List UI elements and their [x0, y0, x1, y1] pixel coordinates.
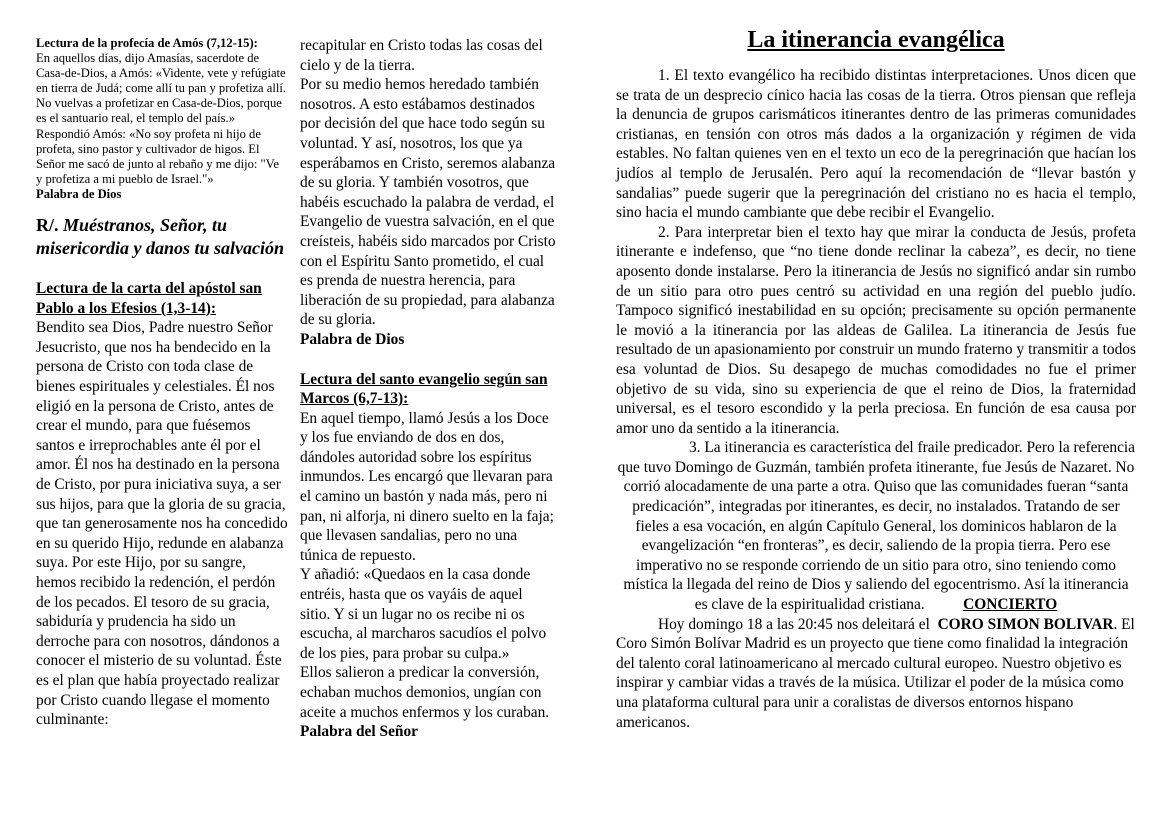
- amos-text: En aquellos días, dijo Amasías, sacerdote de Casa-de-Dios, a Amós: «Vidente, vete y refúgiate en tierra de Judá; come allí tu pan y profetiza allí. No vuelvas a profetizar en Casa-de-Dios, porque es el santuario real, el templo del país.»: [36, 51, 287, 126]
- amos-text-2: Respondió Amós: «No soy profeta ni hijo de profeta, sino pastor y cultivador de higos. El Señor me sacó de junto al rebaño y me dijo: "Ve y profetiza a mi pueblo de Israel."»: [36, 126, 279, 186]
- efesios-end: Palabra de Dios: [300, 330, 405, 348]
- efesios-title: Lectura de la carta del apóstol san Pablo a los Efesios (1,3-14):: [36, 280, 262, 317]
- marcos-text: En aquel tiempo, llamó Jesús a los Doce y los fue enviando de dos en dos, dándoles autoridad sobre los espíritus inmundos. Les encargó que llevaran para el camino un bastón y nada más, pero ni pan, ni alforja, ni dinero suelto en la faja; que llevasen sandalias, pero no una túnica de repuesto.: [300, 409, 554, 564]
- column-readings-2: [300, 36, 556, 742]
- psalm-text: Muéstranos, Señor, tu misericordia y danos tu salvación: [36, 215, 285, 258]
- psalm-r: R/.: [36, 215, 59, 236]
- coro-name: CORO SIMON BOLIVAR: [937, 615, 1114, 633]
- commentary-paragraph-1: 1. El texto evangélico ha recibido distintas interpretaciones. Unos dicen que se trata de un desprecio cínico hacia las cosas de la tierra. Otros piensan que refleja la denuncia de grupos carismáticos itinerantes dentro de las primeras comunidades cristianas, en tensión con otros más dados a la organización y régimen de vida estables. No faltan quienes ven en el texto un eco de la peregrinación que hacían los judíos al templo de Jerusalén. Pero aquí la recomendación de “llevar bastón y sandalias” puede sugerir que la peregrinación del cristiano no es hacia el templo, sino hacia el mundo cambiante que debe recibir el Evangelio.: [616, 67, 1136, 222]
- marcos-text-3: Ellos salieron a predicar la conversión, echaban muchos demonios, ungían con aceite a muchos enfermos y los curaban.: [300, 664, 550, 721]
- marcos-end: Palabra del Señor: [300, 723, 418, 741]
- marcos-title: Lectura del santo evangelio según san Marcos (6,7-13):: [300, 370, 548, 408]
- column-readings-1: [36, 36, 288, 730]
- page-title: La itinerancia evangélica: [747, 27, 1005, 53]
- marcos-text-2: Y añadió: «Quedaos en la casa donde entréis, hasta que os vayáis de aquel sitio. Y si un lugar no os recibe ni os escucha, al marcharos sacudíos el polvo de los pies, para probar su culpa.»: [300, 566, 547, 662]
- amos-reading: [36, 36, 288, 202]
- efesios-continued-2: Por su medio hemos heredado también nosotros. A esto estábamos destinados por decisión del que hace todo según su voluntad. Y así, nosotros, los que ya esperábamos en Cristo, seremos alabanza de su gloria. Y también vosotros, que habéis escuchado la palabra de verdad, el Evangelio de vuestra salvación, en el que creísteis, habéis sido marcados por Cristo con el Espíritu Santo prometido, el cual es prenda de nuestra herencia, para liberación de su propiedad, para alabanza de su gloria.: [300, 76, 556, 329]
- column-commentary: [616, 26, 1136, 732]
- commentary-paragraph-3-text: 3. La itinerancia es característica del fraile predicador. Pero la referencia que tuvo Domingo de Guzmán, también profeta itinerante, fue Jesús de Nazaret. No corrió alocadamente de una parte a otra. Quiso que las comunidades fueran “santa predicación”, integradas por itinerantes, es decir, no instalados. Tratando de ser fieles a esa vocación, en algún Capítulo General, los dominicos hablaron de la evangelización “en fronteras”, es decir, saliendo de la propia tierra. Pero ese imperativo no se responde corriendo de un sitio para otro, sino teniendo como mística la llegada del reino de Dios y saliendo del egocentrismo. Así la itinerancia es clave de la espiritualidad cristiana.: [617, 439, 1136, 614]
- amos-title: Lectura de la profecía de Amós (7,12-15):: [36, 36, 258, 50]
- concert-text: . El Coro Simón Bolívar Madrid es un proyecto que tiene como finalidad la integración del talento coral latinoamericano al mercado cultural europeo. Nuestro objetivo es inspirar y cambiar vidas a través de la música. Utilizar el poder de la música como una plataforma cultural para unir a coralistas de diversos entornos hispano americanos.: [616, 615, 1135, 731]
- amos-end: Palabra de Dios: [36, 186, 122, 201]
- concert-intro: Hoy domingo 18 a las 20:45 nos deleitará el: [658, 615, 930, 633]
- commentary-paragraph-2: 2. Para interpretar bien el texto hay que mirar la conducta de Jesús, profeta itinerante e indefenso, que “no tiene donde reclinar la cabeza”, es decir, no tiene aposento donde instalarse. Pero la itinerancia de Jesús no significó andar sin rumbo de un sitio para otro pues centró su actividad en una región del pueblo judío. Tampoco significó inestabilidad en su opción; precisamente su opción permanente le movió a la itinerancia por las aldeas de Galilea. La itinerancia de Jesús fue resultado de un apasionamiento por construir un mundo fraterno y transmitir a todos esa voluntad de Dios. Su desapego de muchas comodidades no fue el primer objetivo de su vida, sino su experiencia de que el reino de Dios, la fraternidad universal, es el tesoro escondido y la perla preciosa. En función de esa causa por amor uno da sentido a la itinerancia.: [616, 223, 1136, 437]
- efesios-text: Bendito sea Dios, Padre nuestro Señor Jesucristo, que nos ha bendecido en la persona de Cristo con toda clase de bienes espirituales y celestiales. Él nos eligió en la persona de Cristo, antes de crear el mundo, para que fuésemos santos e irreprochables ante él por el amor. Él nos ha destinado en la persona de Cristo, por pura iniciativa suya, a ser sus hijos, para que la gloria de su gracia, que tan generosamente nos ha concedido en su querido Hijo, redunde en alabanza suya. Por este Hijo, por su sangre, hemos recibido la redención, el perdón de los pecados. El tesoro de su gracia, sabiduría y prudencia ha sido un derroche para con nosotros, dándonos a conocer el misterio de su voluntad. Éste es el plan que había proyectado realizar por Cristo cuando llegase el momento culminante:: [36, 319, 288, 729]
- concierto-heading: CONCIERTO: [963, 596, 1058, 614]
- concert-paragraph: [616, 615, 1136, 733]
- efesios-continued: recapitular en Cristo todas las cosas del cielo y de la tierra.: [300, 37, 543, 74]
- psalm-response: [36, 214, 288, 259]
- commentary-paragraph-3: [616, 438, 1136, 614]
- efesios-reading: [36, 279, 288, 730]
